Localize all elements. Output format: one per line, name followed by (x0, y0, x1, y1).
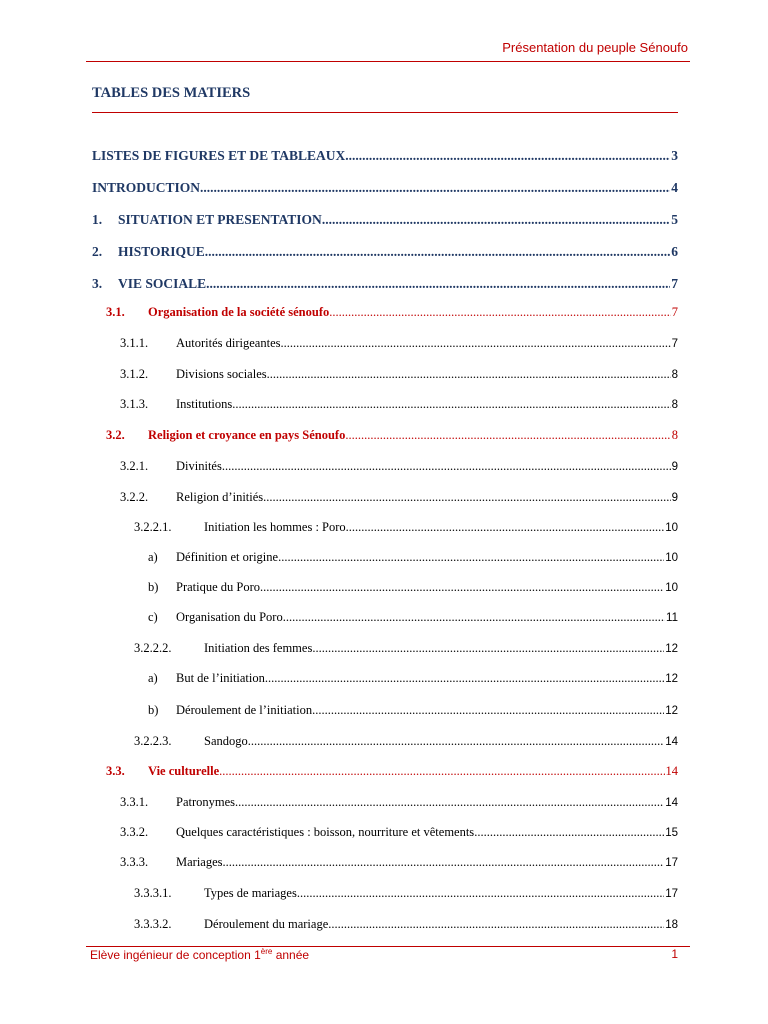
toc-entry-page: 15 (665, 827, 678, 839)
toc-entry-label: Quelques caractéristiques : boisson, nourriture et vêtements (176, 825, 475, 839)
toc-entry-page: 17 (665, 857, 678, 869)
running-header-title: Présentation du peuple Sénoufo (502, 40, 688, 55)
toc-entry[interactable] (134, 520, 678, 535)
toc-dot-leader (200, 180, 670, 196)
toc-entry[interactable] (92, 244, 678, 260)
toc-dot-leader (329, 305, 671, 320)
toc-entry-label: Religion et croyance en pays Sénoufo (148, 428, 346, 442)
toc-entry-page: 8 (671, 428, 678, 442)
toc-entry-label: INTRODUCTION (92, 180, 201, 195)
toc-entry-page: 12 (665, 705, 678, 717)
toc-entry-label: Déroulement de l’initiation (176, 703, 313, 717)
toc-entry-label: SITUATION ET PRESENTATION (118, 212, 322, 227)
footer-author-line (90, 947, 309, 962)
toc-entry[interactable] (120, 795, 678, 810)
footer-text-sup: ère (260, 947, 273, 956)
toc-entry-label: Pratique du Poro (176, 580, 261, 594)
toc-entry-label: Patronymes (176, 795, 236, 809)
toc-entry-page: 3 (671, 148, 678, 163)
toc-dot-leader (260, 580, 664, 595)
toc-dot-leader (278, 550, 664, 565)
toc-entry-number: 3.3.1. (120, 795, 149, 809)
footer-text-tail: année (272, 948, 310, 962)
toc-entry-page: 10 (665, 552, 678, 564)
toc-entry-page: 5 (671, 212, 678, 227)
toc-entry-number: 3.2.2. (120, 490, 149, 504)
toc-entry-page: 10 (665, 522, 678, 534)
toc-entry-label: Initiation les hommes : Poro (204, 520, 346, 534)
toc-dot-leader (267, 367, 671, 382)
toc-dot-leader (322, 212, 670, 228)
toc-dot-leader (223, 855, 665, 870)
toc-dot-leader (265, 671, 664, 686)
toc-dot-leader (248, 734, 664, 749)
toc-entry-label: Initiation des femmes (204, 641, 313, 655)
toc-entry[interactable] (92, 180, 678, 196)
toc-entry[interactable] (120, 855, 678, 870)
toc-dot-leader (232, 397, 670, 412)
toc-entry-label: Divisions sociales (176, 367, 267, 381)
toc-dot-leader (346, 520, 665, 535)
toc-entry-page: 6 (671, 244, 678, 259)
toc-entry-number: 3.3. (106, 764, 125, 778)
toc-entry[interactable] (106, 305, 678, 320)
toc-entry-page: 9 (671, 461, 678, 473)
toc-heading: TABLES DES MATIERS (92, 85, 251, 101)
toc-entry-number: 3.1.1. (120, 336, 149, 350)
footer-text-main: Elève ingénieur de conception 1 (90, 948, 261, 962)
toc-entry-label: Mariages (176, 855, 223, 869)
toc-entry[interactable] (106, 764, 678, 779)
footer-page-number: 1 (671, 947, 678, 961)
toc-entry[interactable] (148, 580, 678, 595)
toc-dot-leader (345, 428, 670, 443)
toc-entry-page: 7 (671, 338, 678, 350)
toc-entry-label: Déroulement du mariage (204, 917, 329, 931)
toc-entry[interactable] (120, 490, 678, 505)
toc-entry-label: HISTORIQUE (118, 244, 205, 259)
toc-entry[interactable] (120, 459, 678, 474)
toc-entry-number: 3.2.2.2. (134, 641, 172, 655)
toc-entry[interactable] (148, 610, 678, 625)
toc-entry-number: 1. (92, 212, 103, 227)
toc-dot-leader (222, 459, 671, 474)
toc-entry-number: c) (148, 610, 158, 624)
toc-heading-rule (92, 112, 678, 113)
toc-entry-label: Vie culturelle (148, 764, 220, 778)
toc-entry[interactable] (134, 641, 678, 656)
toc-entry-number: b) (148, 703, 159, 717)
toc-entry-page: 14 (665, 797, 678, 809)
toc-entry-page: 11 (666, 612, 678, 624)
toc-entry-page: 12 (665, 673, 678, 685)
toc-entry-label: Institutions (176, 397, 233, 411)
toc-entry[interactable] (148, 550, 678, 565)
toc-entry[interactable] (134, 734, 678, 749)
toc-entry[interactable] (92, 148, 678, 164)
toc-dot-leader (206, 276, 670, 292)
toc-dot-leader (328, 917, 664, 932)
toc-entry-page: 14 (665, 764, 678, 778)
toc-dot-leader (297, 886, 664, 901)
toc-entry-page: 17 (665, 888, 678, 900)
toc-dot-leader (205, 244, 670, 260)
toc-entry[interactable] (106, 428, 678, 443)
toc-dot-leader (281, 336, 671, 351)
toc-entry-label: Religion d’initiés (176, 490, 264, 504)
toc-dot-leader (474, 825, 664, 840)
toc-entry-label: Organisation du Poro (176, 610, 283, 624)
toc-dot-leader (219, 764, 664, 779)
toc-entry-label: Définition et origine (176, 550, 279, 564)
toc-entry[interactable] (148, 703, 678, 718)
toc-entry-number: 3.1.2. (120, 367, 149, 381)
toc-entry-number: 3.3.3.2. (134, 917, 172, 931)
toc-entry-label: Divinités (176, 459, 222, 473)
toc-entry-label: VIE SOCIALE (118, 276, 207, 291)
toc-dot-leader (235, 795, 664, 810)
toc-entry-page: 18 (665, 919, 678, 931)
toc-entry-number: 3.3.2. (120, 825, 149, 839)
toc-dot-leader (283, 610, 665, 625)
toc-entry-number: 3.2.1. (120, 459, 149, 473)
toc-entry-page: 9 (671, 492, 678, 504)
toc-dot-leader (312, 703, 664, 718)
toc-entry-page: 14 (665, 736, 678, 748)
toc-entry-label: Sandogo (204, 734, 248, 748)
toc-entry-number: 3.2.2.3. (134, 734, 172, 748)
toc-entry-label: Types de mariages (204, 886, 297, 900)
toc-entry-number: 3.2.2.1. (134, 520, 172, 534)
toc-entry[interactable] (92, 276, 678, 292)
toc-entry[interactable] (92, 212, 678, 228)
toc-entry[interactable] (120, 825, 678, 840)
toc-entry[interactable] (120, 336, 678, 351)
toc-entry-number: b) (148, 580, 159, 594)
toc-entry-number: a) (148, 550, 158, 564)
toc-entry-page: 12 (665, 643, 678, 655)
toc-entry-page: 4 (671, 180, 678, 195)
toc-entry-label: LISTES DE FIGURES ET DE TABLEAUX (92, 148, 346, 163)
toc-entry-label: Autorités dirigeantes (176, 336, 281, 350)
toc-entry-page: 7 (671, 305, 678, 319)
toc-dot-leader (263, 490, 670, 505)
toc-entry[interactable] (120, 367, 678, 382)
toc-entry[interactable] (148, 671, 678, 686)
toc-entry-number: 3.3.3. (120, 855, 149, 869)
toc-entry-label: But de l’initiation (176, 671, 265, 685)
toc-entry-number: 3.2. (106, 428, 125, 442)
toc-entry-number: 3.1. (106, 305, 125, 319)
toc-entry-number: a) (148, 671, 158, 685)
toc-entry-number: 3.1.3. (120, 397, 149, 411)
toc-entry-page: 8 (671, 369, 678, 381)
toc-entry-number: 2. (92, 244, 103, 259)
toc-entry-number: 3.3.3.1. (134, 886, 172, 900)
toc-entry[interactable] (134, 917, 678, 932)
toc-entry[interactable] (120, 397, 678, 412)
toc-entry[interactable] (134, 886, 678, 901)
toc-entry-page: 7 (671, 276, 678, 291)
toc-entry-number: 3. (92, 276, 103, 291)
toc-dot-leader (345, 148, 670, 164)
header-rule (86, 61, 690, 62)
toc-entry-page: 10 (665, 582, 678, 594)
toc-entry-page: 8 (671, 399, 678, 411)
toc-dot-leader (312, 641, 664, 656)
toc-entry-label: Organisation de la société sénoufo (148, 305, 330, 319)
